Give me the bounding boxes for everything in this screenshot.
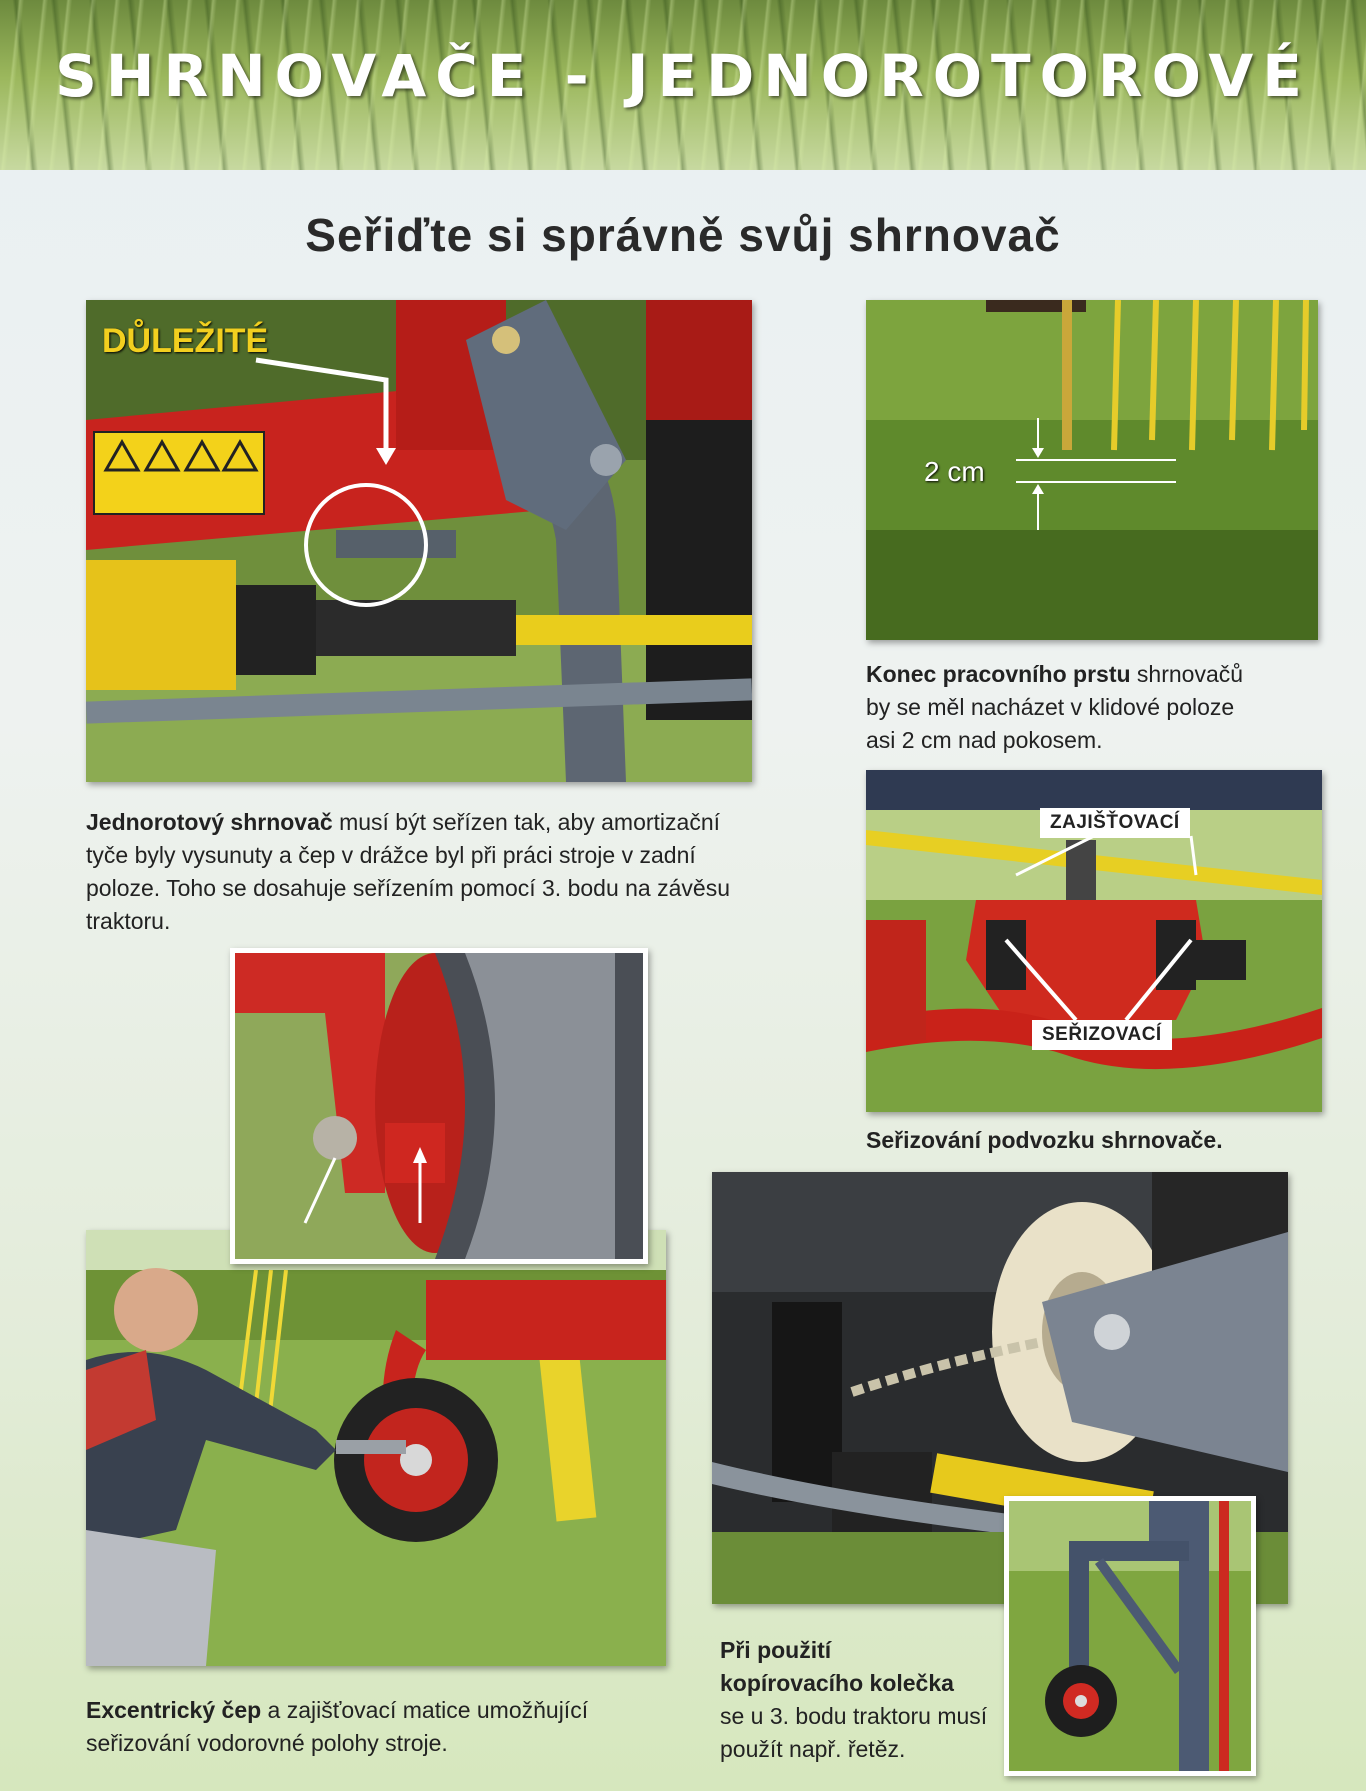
caption-chassis-bold: Seřizování podvozku shrnovače.: [866, 1127, 1223, 1153]
caption-main: [86, 806, 766, 938]
important-label: DŮLEŽITÉ: [102, 322, 269, 360]
caption-wheel-text: se u 3. bodu traktoru musí použít např. řetěz.: [720, 1703, 988, 1762]
caption-main-text: musí být seřízen tak, aby amortizační tyče byly vysunuty a čep v drážce byl při práci stroje v zadní poloze. Toho se dosahuje seřízením pomocí 3. bodu na závěsu traktoru.: [86, 809, 730, 934]
caption-eccentric: [86, 1694, 646, 1760]
photo-copying-wheel: [1004, 1496, 1256, 1776]
caption-eccentric-bold: Excentrický čep: [86, 1697, 262, 1723]
photo-chassis-adjustment: [866, 770, 1322, 1112]
caption-eccentric-text: a zajišťovací matice umožňující seřizování vodorovné polohy stroje.: [86, 1697, 589, 1756]
caption-main-bold: Jednorotový shrnovač: [86, 809, 333, 835]
label-adjusting: SEŘIZOVACÍ: [1032, 1020, 1172, 1050]
banner-title: SHRNOVAČE - JEDNOROTOROVÉ: [55, 42, 1311, 110]
caption-wheel-bold-2: kopírovacího kolečka: [720, 1670, 954, 1696]
caption-wheel-bold-1: Při použití: [720, 1637, 832, 1663]
photo-eccentric-pin-closeup: [230, 948, 648, 1264]
header-banner: [0, 0, 1366, 170]
page-subtitle: Seřiďte si správně svůj shrnovač: [305, 209, 1061, 261]
caption-tine-bold: Konec pracovního prstu: [866, 661, 1131, 687]
caption-tine: [866, 658, 1266, 757]
photo-tine-height: [866, 300, 1318, 640]
caption-wheel: [720, 1634, 990, 1766]
caption-tine-text: shrnovačů by se měl nacházet v klidové poloze asi 2 cm nad pokosem.: [866, 661, 1244, 753]
photo-hitch-linkage: [86, 300, 752, 782]
label-locking: ZAJIŠŤOVACÍ: [1040, 808, 1190, 838]
measure-label: 2 cm: [924, 456, 985, 487]
photo-wheel-adjustment: [86, 1230, 666, 1666]
caption-chassis: [866, 1124, 1286, 1157]
